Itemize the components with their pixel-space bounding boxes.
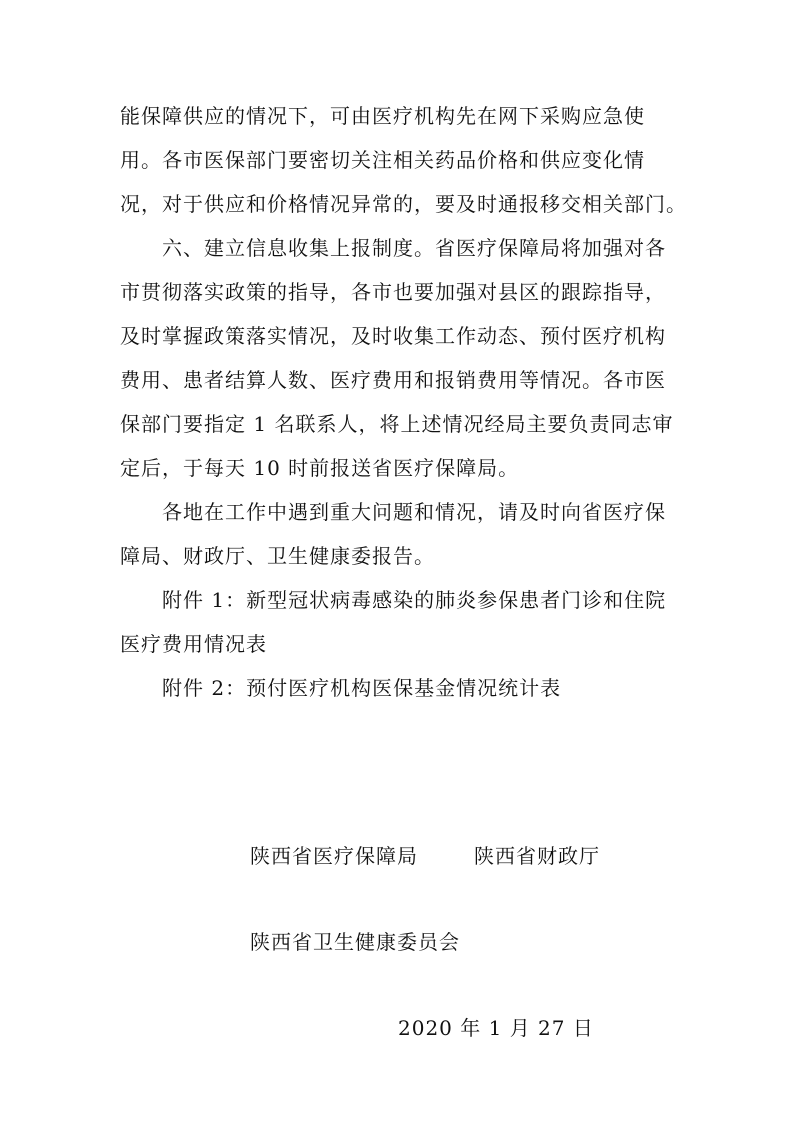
body-line-3: 况，对于供应和价格情况异常的，要及时通报移交相关部门。: [120, 192, 687, 216]
document-date: 2020 年 1 月 27 日: [398, 1016, 594, 1040]
body-line-5: 市贯彻落实政策的指导，各市也要加强对县区的跟踪指导，: [120, 280, 666, 304]
body-line-11: 障局、财政厅、卫生健康委报告。: [120, 544, 435, 568]
signature-org-finance: 陕西省财政厅: [474, 844, 600, 868]
attachment-2-line: 附件 2：预付医疗机构医保基金情况统计表: [162, 676, 562, 700]
body-line-6: 及时掌握政策落实情况，及时收集工作动态、预付医疗机构: [120, 324, 666, 348]
attachment-1-line-2: 医疗费用情况表: [120, 632, 267, 656]
signature-org-medical-security: 陕西省医疗保障局: [250, 844, 418, 868]
body-line-2: 用。各市医保部门要密切关注相关药品价格和供应变化情: [120, 148, 645, 172]
attachment-1-line-1: 附件 1：新型冠状病毒感染的肺炎参保患者门诊和住院: [162, 588, 667, 612]
body-line-8: 保部门要指定 1 名联系人，将上述情况经局主要负责同志审: [120, 412, 674, 436]
body-line-4: 六、建立信息收集上报制度。省医疗保障局将加强对各: [162, 236, 666, 260]
signature-org-health-commission: 陕西省卫生健康委员会: [250, 930, 460, 954]
body-line-9: 定后，于每天 10 时前报送省医疗保障局。: [120, 456, 520, 480]
body-line-1: 能保障供应的情况下，可由医疗机构先在网下采购应急使: [120, 104, 645, 128]
body-line-10: 各地在工作中遇到重大问题和情况，请及时向省医疗保: [162, 500, 666, 524]
body-line-7: 费用、患者结算人数、医疗费用和报销费用等情况。各市医: [120, 368, 666, 392]
